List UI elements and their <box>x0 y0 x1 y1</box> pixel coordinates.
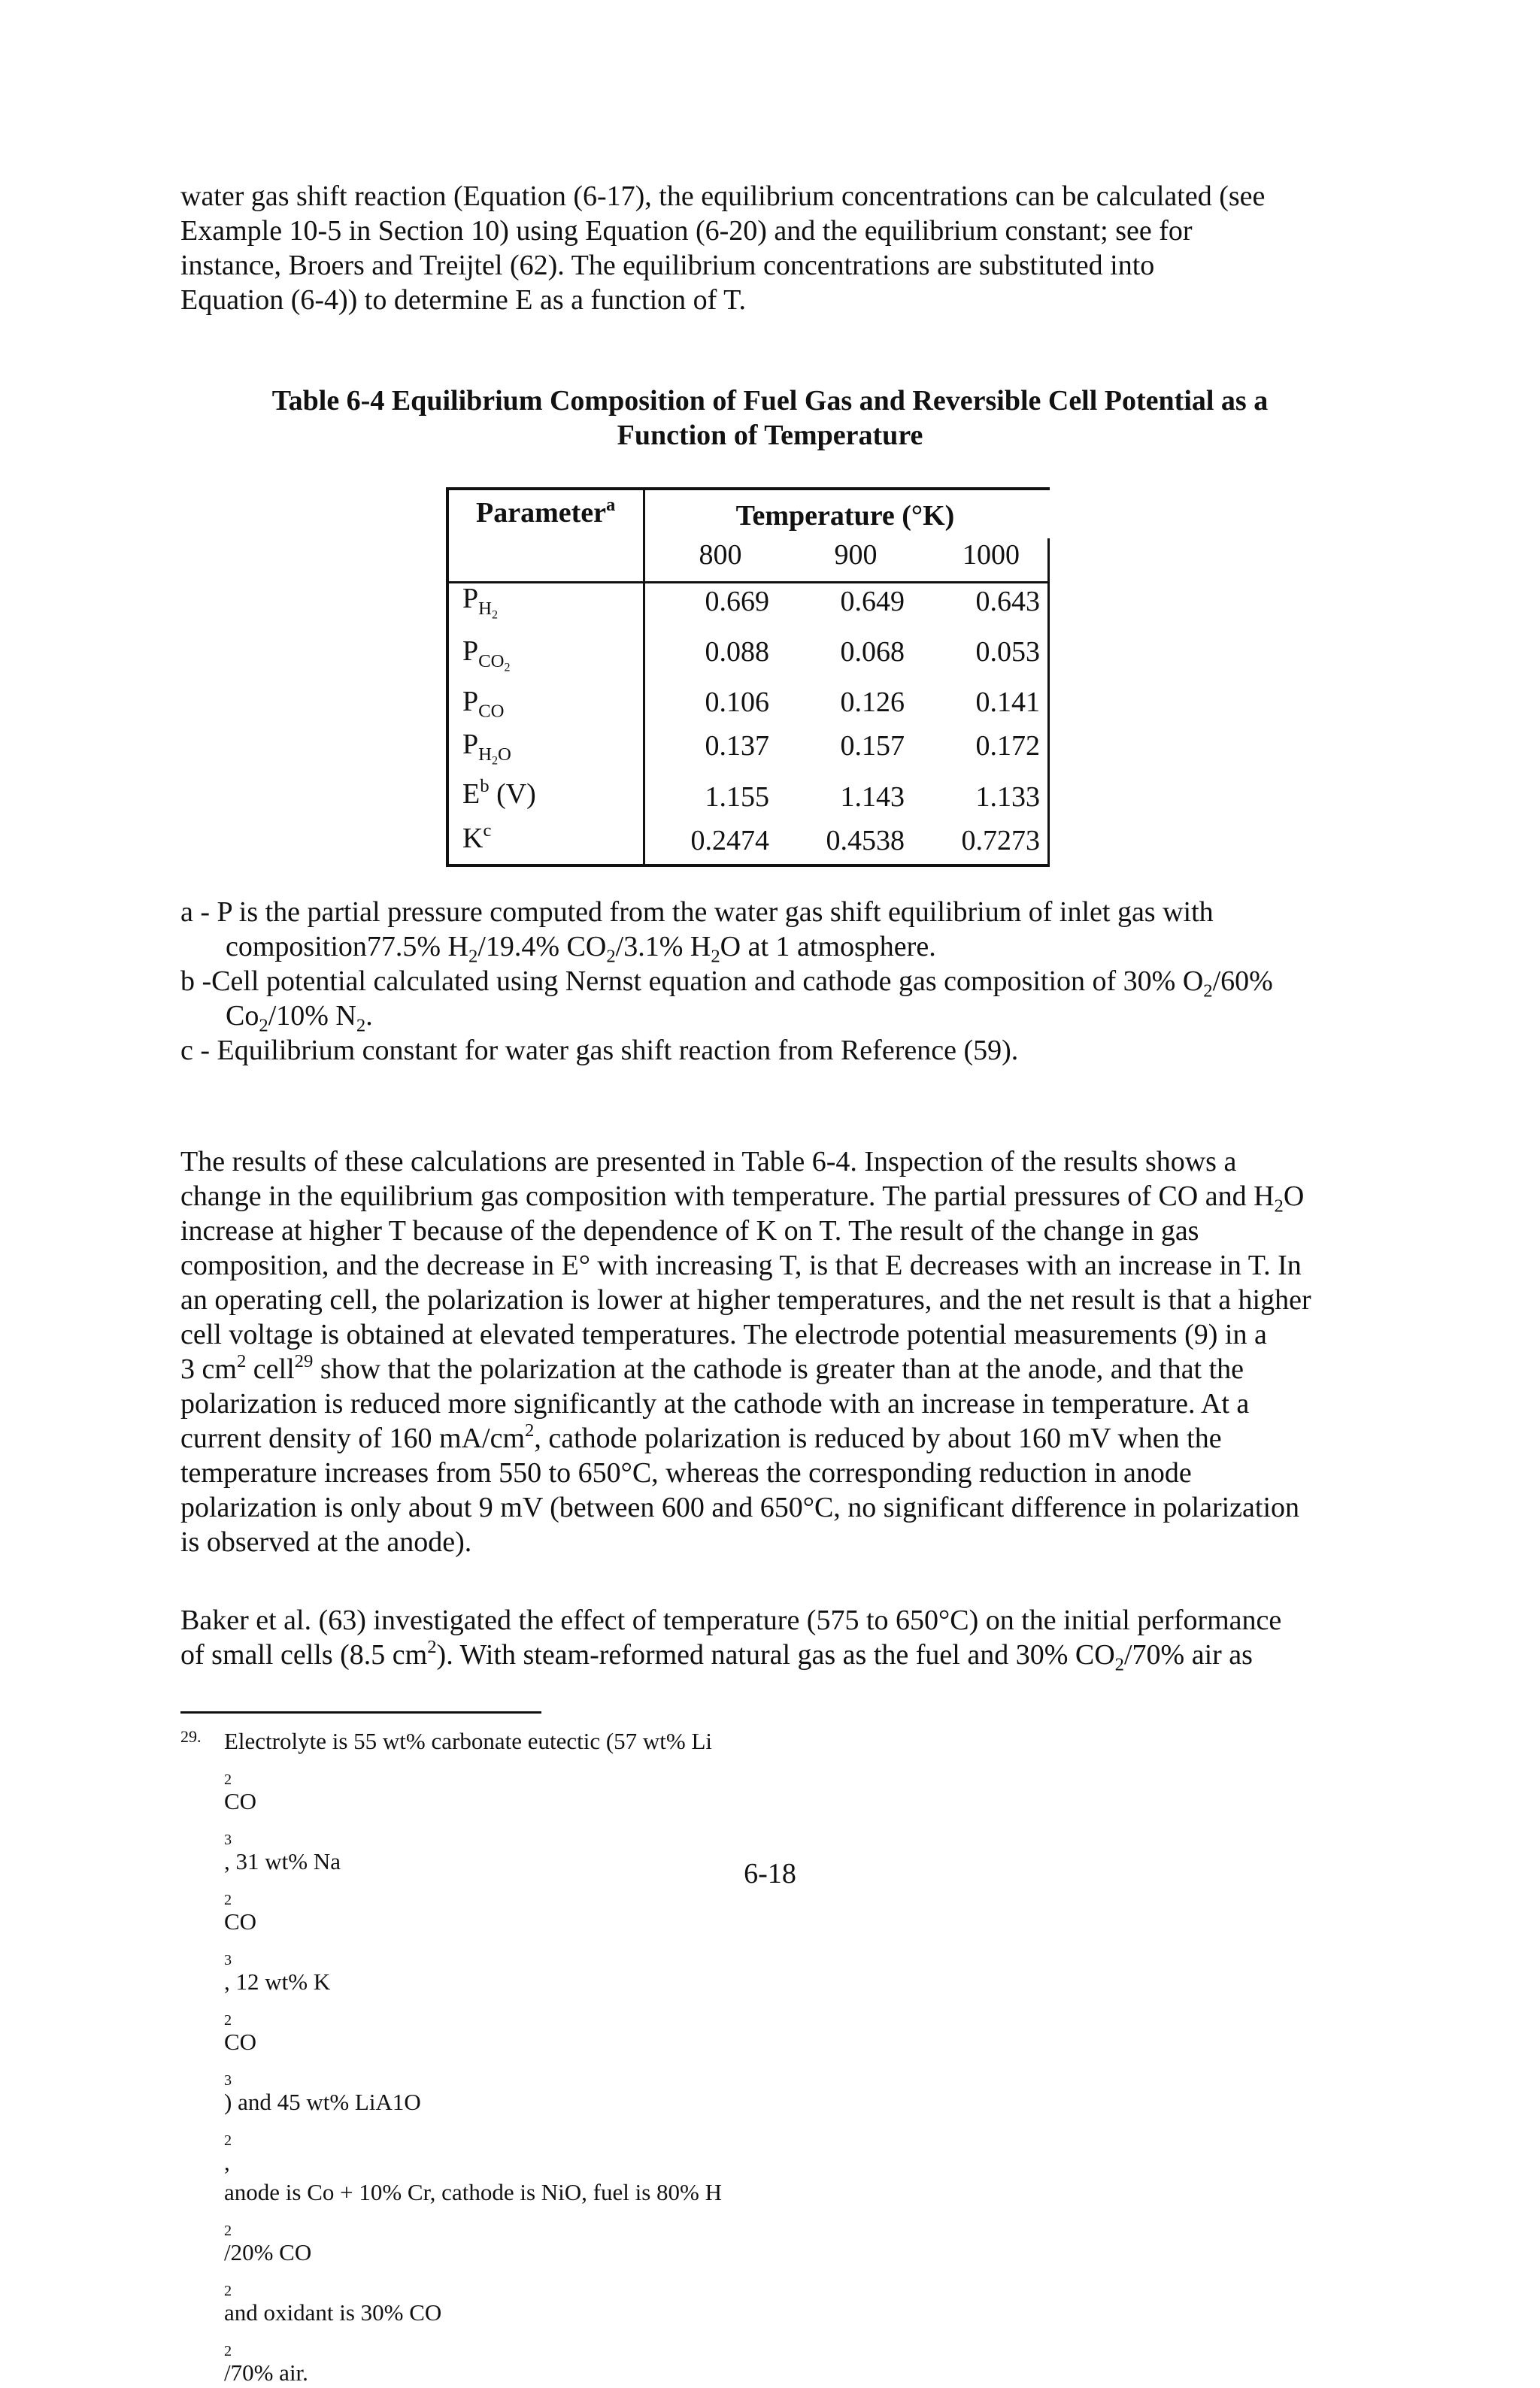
intro-line: instance, Broers and Treijtel (62). The equilibrium concentrations are substituted into <box>180 250 1155 281</box>
intro-line: water gas shift reaction (Equation (6-17), the equilibrium concentrations can be calculated (see <box>180 180 1266 212</box>
table-cell: 1.143 <box>840 781 905 813</box>
table-notes <box>180 895 1369 1068</box>
note-a: a - P is the partial pressure computed from the water gas shift equilibrium of inlet gas with composition77.5% $H_2/19.4\%$ $CO_2/3.1\%$ $H_2O$ at 1 atmosphere. <box>180 896 1214 967</box>
table-cell: 0.126 <box>840 686 905 718</box>
table-rule <box>446 581 1050 583</box>
table-rule <box>1047 487 1050 490</box>
table-caption <box>180 383 1360 453</box>
table-rule <box>1047 538 1050 867</box>
intro-paragraph <box>180 179 1357 317</box>
parameter-header: Parameter$^a$ <box>476 495 616 529</box>
footnote-text: Electrolyte is 55 wt% carbonate eutectic (57 wt% Li $_2$ CO $_3$ , 31 wt% Na $_2$ CO $_3$ , 12 wt% K $_2$ CO $_3$ ) and 45 wt% LiA1O $_2$ , anode is Co + 10% Cr, cathode is NiO, fuel is 80% H $_2$ /20% CO $_2$ and oxidant is 30% CO $_2$ /70% air. <box>224 1728 722 2386</box>
row-label: $P_{CO_2}$ <box>462 635 511 674</box>
results-paragraph: The results of these calculations are presented in Table 6-4. Inspection of the results shows a change in the equilibrium gas composition with temperature. The partial pressures of CO and $H_2O$ increase at higher T because of the dependence of K on T. The result of the change in gas composition, and the decrease in E° with increasing T, is that E decreases with an increase in T. In an operating cell, the polarization is lower at higher temperatures, and the net result is that a higher cell voltage is obtained at elevated temperatures. The electrode potential measurements (9) in a 3 $cm^2$ cell$^{29}$ show that the polarization at the cathode is greater than at the anode, and that the polarization is reduced more significantly at the cathode with an increase in temperature. At a current density of 160 $mA/cm^2$, cathode polarization is reduced by about 160 mV when the temperature increases from 550 to 650°C, whereas the corresponding reduction in anode polarization is only about 9 mV (between 600 and 650°C, no significant difference in polarization is observed at the anode). <box>180 1146 1311 1558</box>
row-label: $E^b$ (V) <box>462 776 536 810</box>
table-cell: 0.172 <box>975 730 1040 762</box>
row-label: $P_{CO}$ <box>462 686 505 722</box>
table-cell: 0.669 <box>705 586 769 617</box>
row-label: $P_{H_2}$ <box>462 583 499 622</box>
intro-line: Equation (6-4)) to determine E as a function of T. <box>180 284 747 316</box>
table-cell: 0.068 <box>840 636 905 668</box>
table-caption-line: Table 6-4 Equilibrium Composition of Fuel Gas and Reversible Cell Potential as a <box>271 385 1269 417</box>
table-rule <box>446 487 1047 490</box>
table-cell: 0.643 <box>975 586 1040 617</box>
table-cell: 0.2474 <box>690 825 769 856</box>
footnote-rule <box>180 1711 541 1714</box>
temperature-column-header: 1000 <box>962 539 1020 571</box>
table-cell: 0.088 <box>705 636 769 668</box>
table-rule <box>446 487 449 867</box>
table-cell: 0.141 <box>975 686 1040 718</box>
table-cell: 1.155 <box>705 781 769 813</box>
footnote-number: 29. <box>180 1727 202 1746</box>
page-number: 6-18 <box>744 1858 796 1889</box>
intro-line: Example 10-5 in Section 10) using Equation (6-20) and the equilibrium constant; see for <box>180 215 1193 247</box>
equilibrium-table <box>446 487 1047 867</box>
row-label: $P_{H_2O}$ <box>462 729 511 768</box>
table-cell: 0.157 <box>840 730 905 762</box>
note-b: b -Cell potential calculated using Nernst equation and cathode gas composition of 30% $O_2/60\%$ $Co_2/10\%$ $N_2$. <box>180 965 1273 1036</box>
table-cell: 0.137 <box>705 730 769 762</box>
table-cell: 0.4538 <box>826 825 905 856</box>
table-cell: 0.106 <box>705 686 769 718</box>
table-rule <box>446 864 1050 867</box>
table-rule <box>643 487 645 867</box>
table-cell: 1.133 <box>975 781 1040 813</box>
row-label: $K^c$ <box>462 820 492 854</box>
table-caption-line: Function of Temperature <box>617 420 923 451</box>
table-cell: 0.7273 <box>961 825 1040 856</box>
baker-paragraph: Baker et al. (63) investigated the effect of temperature (575 to 650°C) on the initial performance of small cells (8.5 $cm^2$). With steam-reformed natural gas as the fuel and 30% $CO_2/70\%$ air as <box>180 1605 1282 1675</box>
table-cell: 0.649 <box>840 586 905 617</box>
note-c: c - Equilibrium constant for water gas shift reaction from Reference (59). <box>180 1035 1019 1066</box>
table-cell: 0.053 <box>975 636 1040 668</box>
temperature-header: Temperature (°K) <box>735 500 955 532</box>
temperature-column-header: 800 <box>699 539 742 571</box>
temperature-column-header: 900 <box>834 539 878 571</box>
